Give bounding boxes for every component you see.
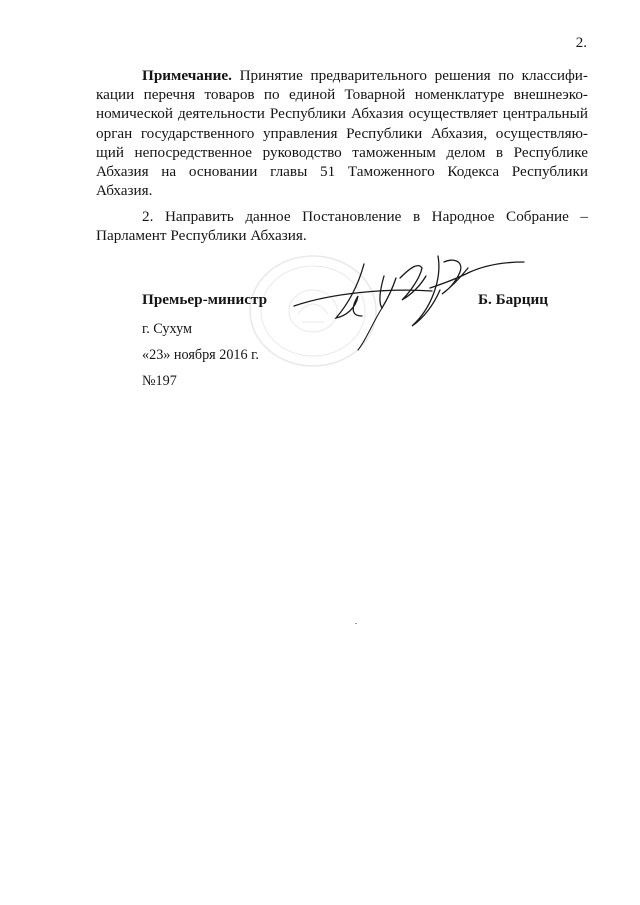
scan-speck [355, 623, 357, 624]
item-line: 2. Направить данное Постановление в Народное Собрание – [142, 208, 588, 225]
page-number: 2. [575, 35, 587, 51]
item-line: Парламент Республики Абхазия. [96, 227, 307, 245]
document-place: г. Сухум [142, 321, 192, 337]
signatory-name: Б. Барциц [478, 291, 548, 308]
note-line: Абхазия. [96, 182, 153, 200]
item-2-paragraph [96, 207, 588, 245]
note-line: кации перечня товаров по единой Товарной номенклатуре внешнеэко- [96, 86, 588, 104]
note-line: Абхазия на основании главы 51 Таможенного Кодекса Республики [96, 163, 588, 181]
note-line: орган государственного управления Республики Абхазия, осуществляю- [96, 124, 588, 142]
document-number: №197 [142, 373, 177, 389]
note-label: Примечание. [142, 67, 232, 84]
signatory-title: Премьер-министр [142, 291, 268, 308]
note-paragraph [96, 66, 588, 200]
note-line: щий непосредственное руководство таможенным делом в Республике [96, 143, 588, 161]
document-date: «23» ноября 2016 г. [142, 347, 259, 363]
note-line [96, 66, 588, 85]
note-line-text: Принятие предварительного решения по классифи- [231, 67, 588, 84]
note-line: номической деятельности Республики Абхазия осуществляет центральный [96, 105, 588, 123]
